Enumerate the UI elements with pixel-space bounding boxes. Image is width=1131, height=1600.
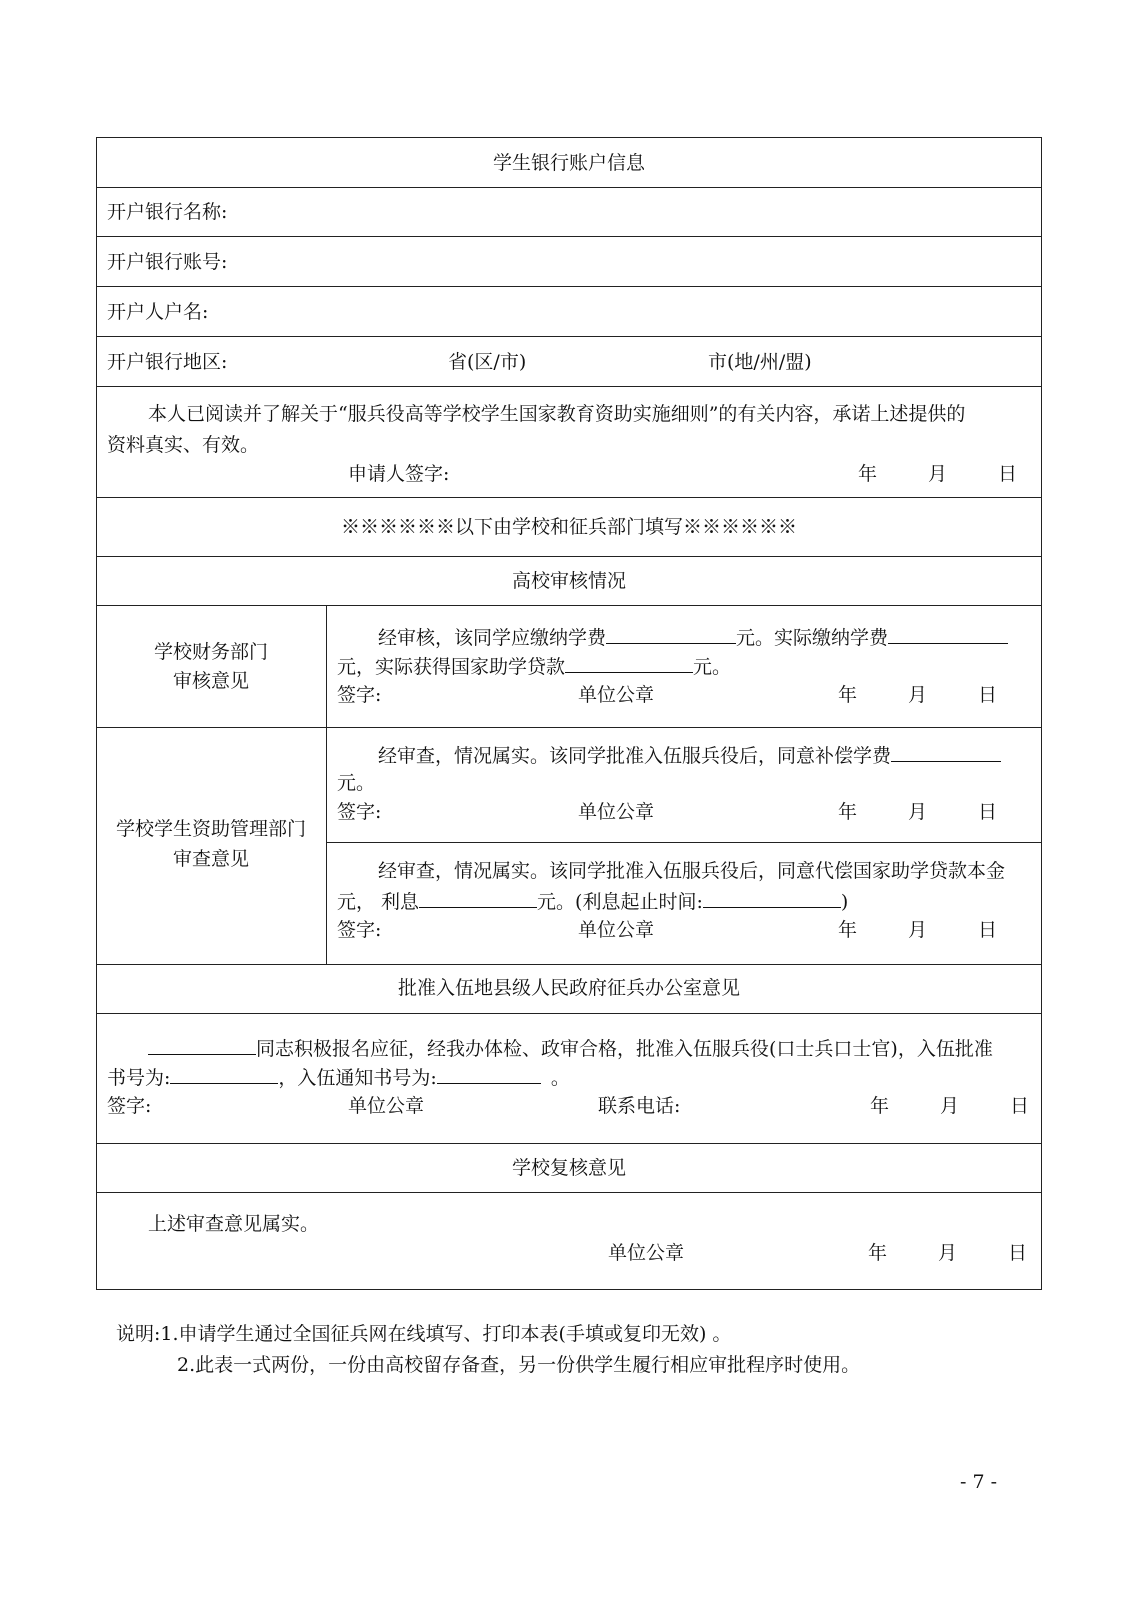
recruit-name-field[interactable] <box>148 1036 256 1055</box>
finance-dept-label-2: 审核意见 <box>172 670 249 692</box>
province-label: 省(区/市) <box>448 351 527 373</box>
note-1: 说明:1.申请学生通过全国征兵网在线填写、打印本表(手填或复印无效) 。 <box>116 1323 732 1345</box>
row-divider <box>96 187 1042 188</box>
recruitment-text: ，入伍通知书号为: <box>278 1067 437 1089</box>
finance-text: 元。实际缴纳学费 <box>736 627 889 649</box>
aid-dept-label-2: 审查意见 <box>172 848 249 870</box>
recruitment-text: 同志积极报名应征，经我办体检、政审合格，批准入伍服兵役(口士兵口士官)，入伍批准 <box>256 1038 993 1060</box>
aid-opinion-1-line-2: 元。 <box>337 772 376 794</box>
bank-region-label: 开户银行地区: <box>107 351 228 373</box>
tuition-due-field[interactable] <box>606 625 736 644</box>
aid-text: 元。(利息起止时间: <box>537 891 703 913</box>
row-divider <box>96 336 1042 337</box>
city-label: 市(地/州/盟) <box>708 351 812 373</box>
loan-amount-field[interactable] <box>565 654 693 673</box>
aid-opinion-2-line-1: 经审查，情况属实。该同学批准入伍服兵役后，同意代偿国家助学贷款本金 <box>378 860 1006 882</box>
date-day: 日 <box>998 463 1018 485</box>
sign-label: 签字: <box>107 1095 152 1117</box>
row-divider <box>96 1192 1042 1193</box>
aid-opinion-1-line-1 <box>378 743 1001 767</box>
row-divider <box>96 964 1042 965</box>
seal-label: 单位公章 <box>578 684 655 706</box>
aid-dept-label-1: 学校学生资助管理部门 <box>115 818 306 840</box>
finance-text: 元，实际获得国家助学贷款 <box>337 656 566 678</box>
note-2: 2.此表一式两份，一份由高校留存备查，另一份供学生履行相应审批程序时使用。 <box>177 1354 861 1376</box>
row-divider <box>96 236 1042 237</box>
seal-label: 单位公章 <box>348 1095 425 1117</box>
date-year: 年 <box>838 801 858 823</box>
row-divider <box>96 1143 1042 1144</box>
finance-opinion-line-1 <box>378 625 1008 649</box>
row-divider <box>96 605 1042 606</box>
finance-opinion-line-2 <box>337 654 731 678</box>
account-number-label: 开户银行账号: <box>107 251 228 273</box>
date-month: 月 <box>940 1095 960 1117</box>
recheck-text: 上述审查意见属实。 <box>148 1213 320 1235</box>
finance-text: 元。 <box>693 656 732 678</box>
sign-label: 签字: <box>337 684 382 706</box>
aid-text: 经审查，情况属实。该同学批准入伍服兵役后，同意补偿学费 <box>378 745 892 767</box>
date-day: 日 <box>978 919 998 941</box>
row-divider <box>96 286 1042 287</box>
seal-label: 单位公章 <box>578 801 655 823</box>
declaration-line-1: 本人已阅读并了解关于“服兵役高等学校学生国家教育资助实施细则”的有关内容，承诺上述提供的 <box>148 403 966 425</box>
row-divider <box>96 1013 1042 1014</box>
account-holder-label: 开户人户名: <box>107 301 209 323</box>
tuition-compensation-field[interactable] <box>891 743 1001 762</box>
bank-name-label: 开户银行名称: <box>107 201 228 223</box>
application-form-table <box>96 137 1042 1290</box>
recruitment-line-2 <box>107 1065 570 1089</box>
university-review-header: 高校审核情况 <box>511 570 626 592</box>
date-day: 日 <box>978 801 998 823</box>
date-month: 月 <box>908 919 928 941</box>
date-month: 月 <box>938 1242 958 1264</box>
row-divider <box>96 386 1042 387</box>
sign-label: 签字: <box>337 919 382 941</box>
interest-period-field[interactable] <box>703 889 841 908</box>
date-year: 年 <box>838 684 858 706</box>
notice-number-field[interactable] <box>437 1065 541 1084</box>
date-year: 年 <box>858 463 878 485</box>
tuition-paid-field[interactable] <box>888 625 1008 644</box>
seal-label: 单位公章 <box>578 919 655 941</box>
date-day: 日 <box>1010 1095 1030 1117</box>
row-divider <box>326 842 1042 843</box>
finance-dept-label-1: 学校财务部门 <box>153 641 268 663</box>
seal-label: 单位公章 <box>608 1242 685 1264</box>
date-year: 年 <box>870 1095 890 1117</box>
approval-number-field[interactable] <box>170 1065 278 1084</box>
date-day: 日 <box>978 684 998 706</box>
date-month: 月 <box>928 463 948 485</box>
row-divider <box>96 556 1042 557</box>
interest-field[interactable] <box>419 889 537 908</box>
declaration-line-2: 资料真实、有效。 <box>107 434 260 456</box>
finance-text: 经审核，该同学应缴纳学费 <box>378 627 607 649</box>
date-year: 年 <box>868 1242 888 1264</box>
column-divider <box>326 605 327 964</box>
row-divider <box>96 497 1042 498</box>
aid-text: 元， 利息 <box>337 891 420 913</box>
date-month: 月 <box>908 684 928 706</box>
bank-info-header: 学生银行账户信息 <box>492 152 645 174</box>
date-day: 日 <box>1008 1242 1028 1264</box>
date-month: 月 <box>908 801 928 823</box>
sign-label: 签字: <box>337 801 382 823</box>
school-section-divider: ※※※※※※以下由学校和征兵部门填写※※※※※※ <box>340 516 797 538</box>
recruitment-text: 书号为: <box>107 1067 171 1089</box>
recruitment-office-header: 批准入伍地县级人民政府征兵办公室意见 <box>397 977 740 999</box>
recruitment-line-1 <box>148 1036 993 1060</box>
phone-label: 联系电话: <box>598 1095 681 1117</box>
recruitment-text: 。 <box>550 1067 570 1089</box>
aid-opinion-2-line-2 <box>337 889 848 913</box>
page-number: - 7 - <box>960 1471 998 1493</box>
row-divider <box>96 727 1042 728</box>
aid-text: ) <box>840 891 849 913</box>
school-recheck-header: 学校复核意见 <box>511 1157 626 1179</box>
applicant-signature-label: 申请人签字: <box>348 463 450 485</box>
date-year: 年 <box>838 919 858 941</box>
